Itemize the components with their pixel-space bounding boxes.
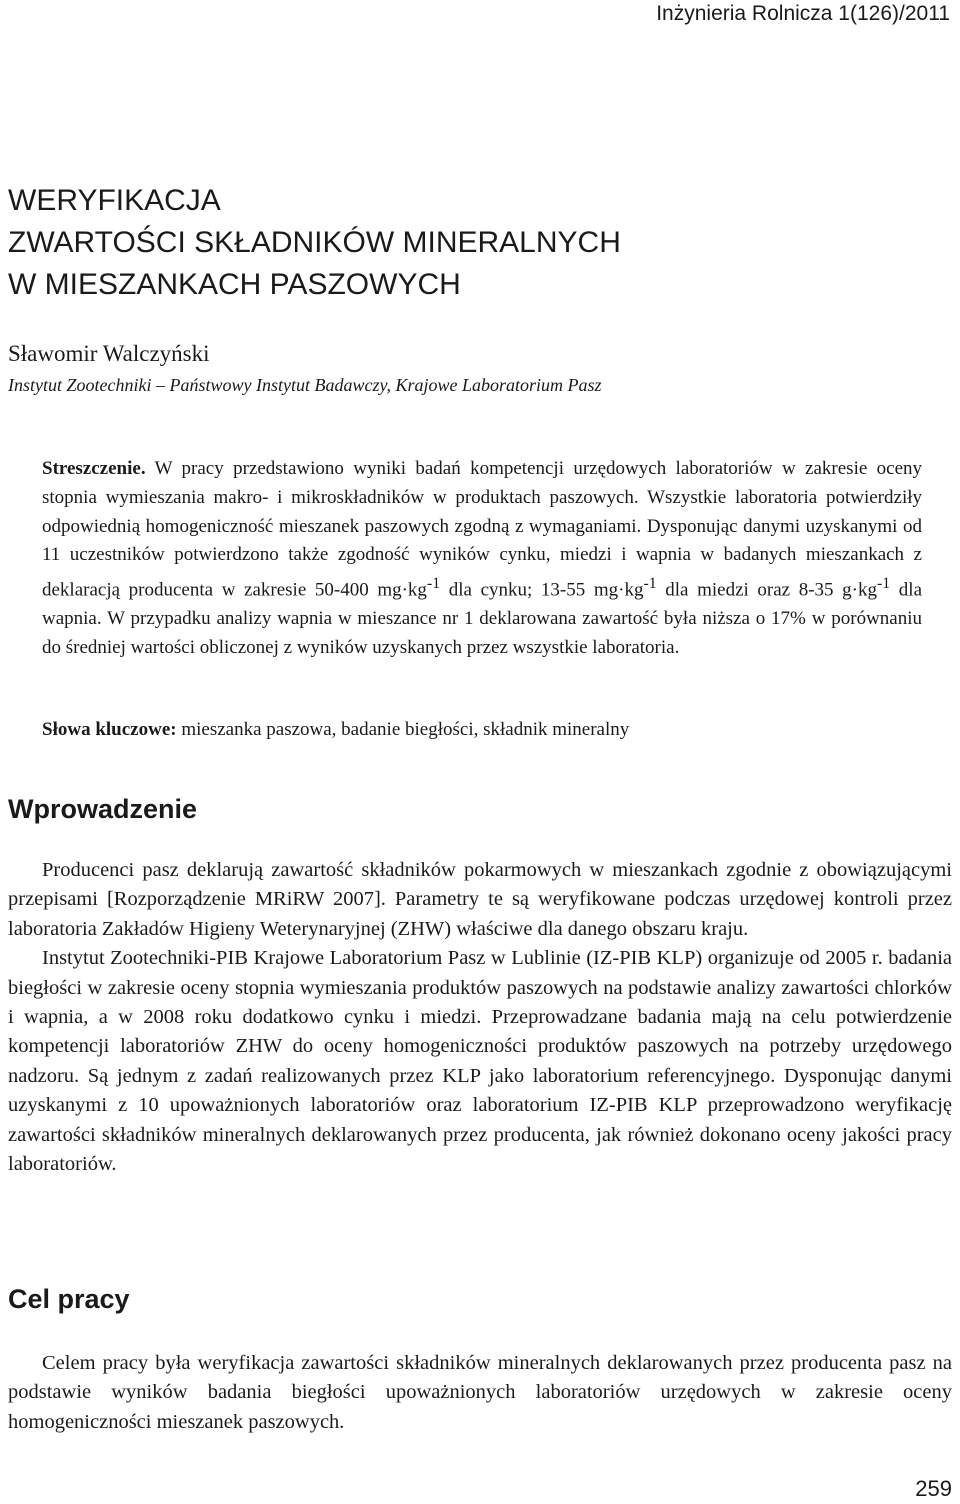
author-affiliation: Instytut Zootechniki – Państwowy Instytut Badawczy, Krajowe Laboratorium Pasz — [8, 375, 602, 395]
section-heading-intro: Wprowadzenie — [8, 794, 198, 824]
page-number: 259 — [915, 1476, 952, 1501]
abstract-superscript: -1 — [877, 575, 891, 593]
abstract — [42, 455, 922, 663]
section-body-aim — [8, 1349, 952, 1437]
abstract-text: dla miedzi oraz 8-35 g·kg — [656, 579, 877, 601]
title-line: WERYFIKACJA — [8, 184, 221, 217]
paper-title — [8, 180, 621, 306]
abstract-label: Streszczenie. — [42, 458, 146, 479]
keywords — [42, 716, 922, 744]
abstract-superscript: -1 — [643, 575, 657, 593]
abstract-text: dla cynku; 13-55 mg·kg — [440, 579, 644, 601]
abstract-text: dla wapnia. W przypadku analizy wapnia w mieszance nr 1 deklarowana zawartość była niższa o 17% w porównaniu do średniej wartości obliczonej z wyników uzyskanych przez wszystkie laboratoria. — [42, 579, 923, 659]
section-heading-aim: Cel pracy — [8, 1284, 130, 1314]
keywords-text: mieszanka paszowa, badanie biegłości, składnik mineralny — [176, 719, 630, 740]
title-line: ZWARTOŚCI SKŁADNIKÓW MINERALNYCH — [8, 226, 621, 259]
journal-header: Inżynieria Rolnicza 1(126)/2011 — [656, 2, 950, 25]
keywords-label: Słowa kluczowe: — [42, 719, 177, 740]
paragraph: Celem pracy była weryfikacja zawartości składników mineralnych deklarowanych przez producenta pasz na podstawie wyników badania biegłości upoważnionych laboratoriów urzędowych w zakresie oceny homogeniczności mieszanek paszowych. — [8, 1352, 952, 1433]
abstract-text: W pracy przedstawiono wyniki badań kompetencji urzędowych laboratoriów w zakresie oceny stopnia wymieszania makro- i mikroskładników w produktach paszowych. Wszystkie laboratoria potwierdziły odpowiednią homogeniczność mieszanek paszowych zgodną z wymaganiami. Dysponując danymi uzyskanymi od 11 uczestników potwierdzono także zgodność wyników cynku, miedzi i wapnia w badanych mieszankach z deklaracją producenta w zakresie 50-400 mg·kg — [42, 458, 922, 601]
section-body-intro — [8, 856, 952, 1179]
paragraph: Instytut Zootechniki-PIB Krajowe Laboratorium Pasz w Lublinie (IZ-PIB KLP) organizuje od 2005 r. badania biegłości w zakresie oceny stopnia wymieszania produktów paszowych na podstawie analizy zawartości chlorków i wapnia, a w 2008 roku dodatkowo cynku i miedzi. Przeprowadzane badania mają na celu potwierdzenie kompetencji laboratoriów ZHW do oceny homogeniczności produktów paszowych na potrzeby urzędowego nadzoru. Są jednym z zadań realizowanych przez KLP jako laboratorium referencyjnego. Dysponując danymi uzyskanymi z 10 upoważnionych laboratoriów oraz laboratorium IZ-PIB KLP przeprowadzono weryfikację zawartości składników mineralnych deklarowanych przez producenta, jak również dokonano oceny jakości pracy laboratoriów. — [8, 947, 952, 1176]
abstract-superscript: -1 — [426, 575, 441, 593]
author-name: Sławomir Walczyński — [8, 341, 210, 366]
paragraph: Producenci pasz deklarują zawartość składników pokarmowych w mieszankach zgodnie z obowiązującymi przepisami [Rozporządzenie MRiRW 2007]. Parametry te są weryfikowane podczas urzędowej kontroli przez laboratoria Zakładów Higieny Weterynaryjnej (ZHW) właściwe dla danego obszaru kraju. — [8, 859, 952, 940]
title-line: W MIESZANKACH PASZOWYCH — [8, 268, 461, 301]
